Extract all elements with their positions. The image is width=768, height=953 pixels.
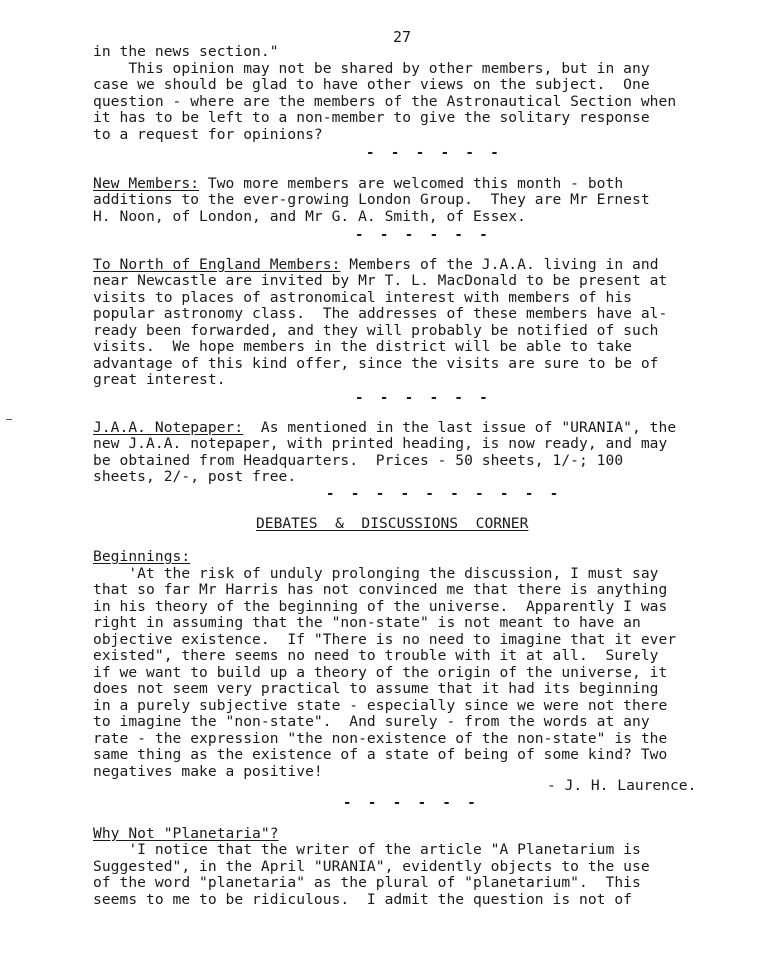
north-line: visits. We hope members in the district will be able to take — [93, 338, 633, 355]
beginnings-line: if we want to build up a theory of the origin of the universe, it — [93, 664, 668, 681]
beginnings-line: in his theory of the beginning of the universe. Apparently I was — [93, 598, 668, 615]
north-line: advantage of this kind offer, since the visits are sure to be of — [93, 355, 659, 372]
beginnings-line: existed", there seems no need to trouble with it at all. Surely — [93, 647, 659, 664]
new-members-line: H. Noon, of London, and Mr G. A. Smith, of Essex. — [93, 208, 526, 225]
new-members-text: Two more members are welcomed this month - both — [199, 175, 624, 192]
separator-rule: - - - - - - — [343, 795, 480, 811]
para1-line: question - where are the members of the Astronautical Section when — [93, 93, 677, 110]
beginnings-line: 'At the risk of unduly prolonging the discussion, I must say — [93, 565, 659, 582]
separator-rule: - - - - - - — [355, 390, 492, 406]
separator-rule: - - - - - - - - - - — [326, 486, 563, 502]
beginnings-line: does not seem very practical to assume that it had its beginning — [93, 680, 659, 697]
north-line: popular astronomy class. The addresses of these members have al- — [93, 305, 668, 322]
notepaper-line: be obtained from Headquarters. Prices - 50 sheets, 1/-; 100 — [93, 452, 624, 469]
north-first-line — [93, 257, 659, 273]
para1-line: in the news section." — [93, 43, 279, 60]
para1-line: it has to be left to a non-member to give the solitary response — [93, 109, 650, 126]
north-text: Members of the J.A.A. living in and — [340, 256, 659, 273]
separator-rule: - - - - - - — [355, 227, 492, 243]
new-members-heading: New Members: — [93, 175, 200, 192]
beginnings-line: in a purely subjective state - especially since we were not there — [93, 697, 668, 714]
beginnings-line: same thing as the existence of a state of being of some kind? Two — [93, 746, 668, 763]
new-members-line: additions to the ever-growing London Group. They are Mr Ernest — [93, 191, 650, 208]
beginnings-line: right in assuming that the "non-state" is not meant to have an — [93, 614, 641, 631]
beginnings-line: objective existence. If "There is no need to imagine that it ever — [93, 631, 677, 648]
para1-line: to a request for opinions? — [93, 126, 323, 143]
notepaper-line: new J.A.A. notepaper, with printed heading, is now ready, and may — [93, 435, 668, 452]
north-line: near Newcastle are invited by Mr T. L. MacDonald to be present at — [93, 272, 668, 289]
signature: - J. H. Laurence. — [547, 777, 697, 794]
para1-line: This opinion may not be shared by other members, but in any — [93, 60, 650, 77]
north-line: visits to places of astronomical interest with members of his — [93, 289, 633, 306]
section-title: DEBATES & DISCUSSIONS CORNER — [256, 515, 529, 532]
para1-line: case we should be glad to have other views on the subject. One — [93, 76, 650, 93]
beginnings-heading: Beginnings: — [93, 548, 191, 565]
beginnings-line: that so far Mr Harris has not convinced me that there is anything — [93, 581, 668, 598]
separator-rule: - - - - - - — [366, 145, 503, 161]
north-line: ready been forwarded, and they will probably be notified of such — [93, 322, 659, 339]
notepaper-heading: J.A.A. Notepaper: — [93, 419, 244, 436]
new-members-first-line — [93, 176, 623, 192]
beginnings-line: negatives make a positive! — [93, 763, 323, 780]
notepaper-text: As mentioned in the last issue of "URANIA", the — [243, 419, 677, 436]
planetaria-line: of the word "planetaria" as the plural of "planetarium". This — [93, 874, 641, 891]
north-line: great interest. — [93, 371, 226, 388]
north-heading: To North of England Members: — [93, 256, 341, 273]
beginnings-line: rate - the expression "the non-existence of the non-state" is the — [93, 730, 668, 747]
page-number: 27 — [393, 28, 412, 46]
beginnings-line: to imagine the "non-state". And surely - from the words at any — [93, 713, 650, 730]
planetaria-line: 'I notice that the writer of the article "A Planetarium is — [93, 841, 641, 858]
notepaper-first-line — [93, 420, 676, 436]
planetaria-line: seems to me to be ridiculous. I admit the question is not of — [93, 891, 633, 908]
notepaper-line: sheets, 2/-, post free. — [93, 468, 297, 485]
planetaria-heading: Why Not "Planetaria"? — [93, 825, 279, 842]
planetaria-line: Suggested", in the April "URANIA", evidently objects to the use — [93, 858, 650, 875]
margin-mark — [6, 419, 12, 420]
